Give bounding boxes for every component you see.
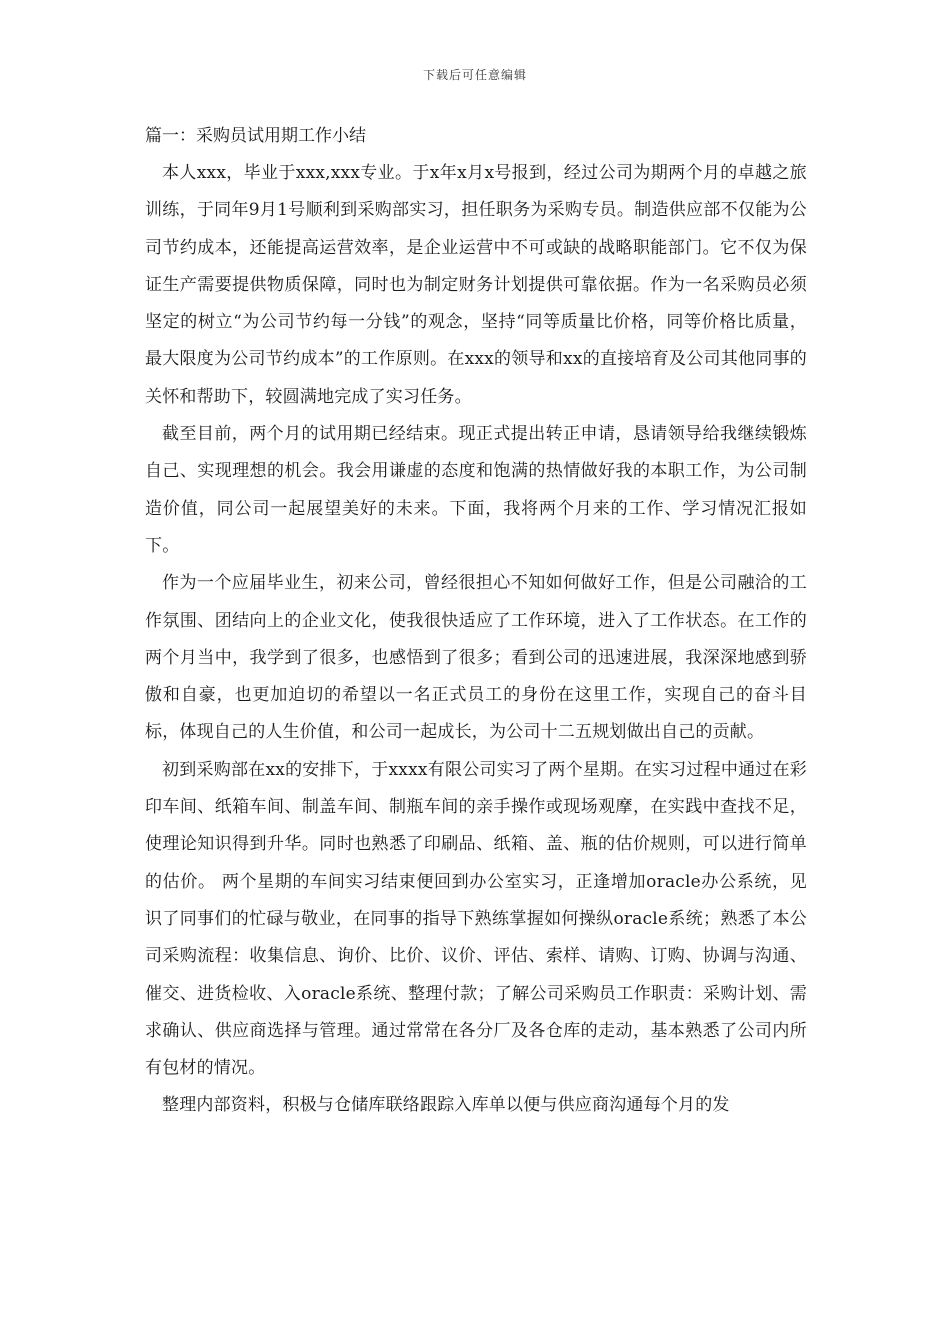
paragraph-3: 作为一个应届毕业生，初来公司，曾经很担心不知如何做好工作，但是公司融洽的工作氛围、团结向上的企业文化，使我很快适应了工作环境，进入了工作状态。在工作的两个月当中，我学到了很多，也感悟到了很多；看到公司的迅速进展，我深深地感到骄傲和自豪，也更加迫切的希望以一名正式员工的身份在这里工作，实现自己的奋斗目标，体现自己的人生价值，和公司一起成长，为公司十二五规划做出自己的贡献。 xyxy=(145,573,807,743)
page-header-note: 下载后可任意编辑 xyxy=(422,68,527,82)
document-body xyxy=(145,118,807,1125)
paragraph-2: 截至目前，两个月的试用期已经结束。现正式提出转正申请，恳请领导给我继续锻炼自己、实现理想的机会。我会用谦虚的态度和饱满的热情做好我的本职工作，为公司制造价值，同公司一起展望美好的未来。下面，我将两个月来的工作、学习情况汇报如下。 xyxy=(145,424,807,556)
paragraph-5: 整理内部资料，积极与仓储库联络跟踪入库单以便与供应商沟通每个月的发 xyxy=(162,1095,730,1116)
document-title: 篇一：采购员试用期工作小结 xyxy=(145,126,366,146)
paragraph-1: 本人xxx，毕业于xxx,xxx专业。于x年x月x号报到，经过公司为期两个月的卓越之旅训练，于同年9月1号顺利到采购部实习，担任职务为采购专员。制造供应部不仅能为公司节约成本，还能提高运营效率，是企业运营中不可或缺的战略职能部门。它不仅为保证生产需要提供物质保障，同时也为制定财务计划提供可靠依据。作为一名采购员必须坚定的树立“为公司节约每一分钱”的观念，坚持“同等质量比价格，同等价格比质量，最大限度为公司节约成本”的工作原则。在xxx的领导和xx的直接培育及公司其他同事的关怀和帮助下，较圆满地完成了实习任务。 xyxy=(145,163,807,407)
paragraph-4: 初到采购部在xx的安排下，于xxxx有限公司实习了两个星期。在实习过程中通过在彩印车间、纸箱车间、制盖车间、制瓶车间的亲手操作或现场观摩，在实践中查找不足，使理论知识得到升华。同时也熟悉了印刷品、纸箱、盖、瓶的估价规则，可以进行简单的估价。 两个星期的车间实习结束便回到办公室实习，正逢增加oracle办公系统，见识了同事们的忙碌与敬业，在同事的指导下熟练掌握如何操纵oracle系统；熟悉了本公司采购流程：收集信息、询价、比价、议价、评估、索样、请购、订购、协调与沟通、催交、进货检收、入oracle系统、整理付款；了解公司采购员工作职责：采购计划、需求确认、供应商选择与管理。通过常常在各分厂及各仓库的走动，基本熟悉了公司内所有包材的情况。 xyxy=(145,759,807,1079)
